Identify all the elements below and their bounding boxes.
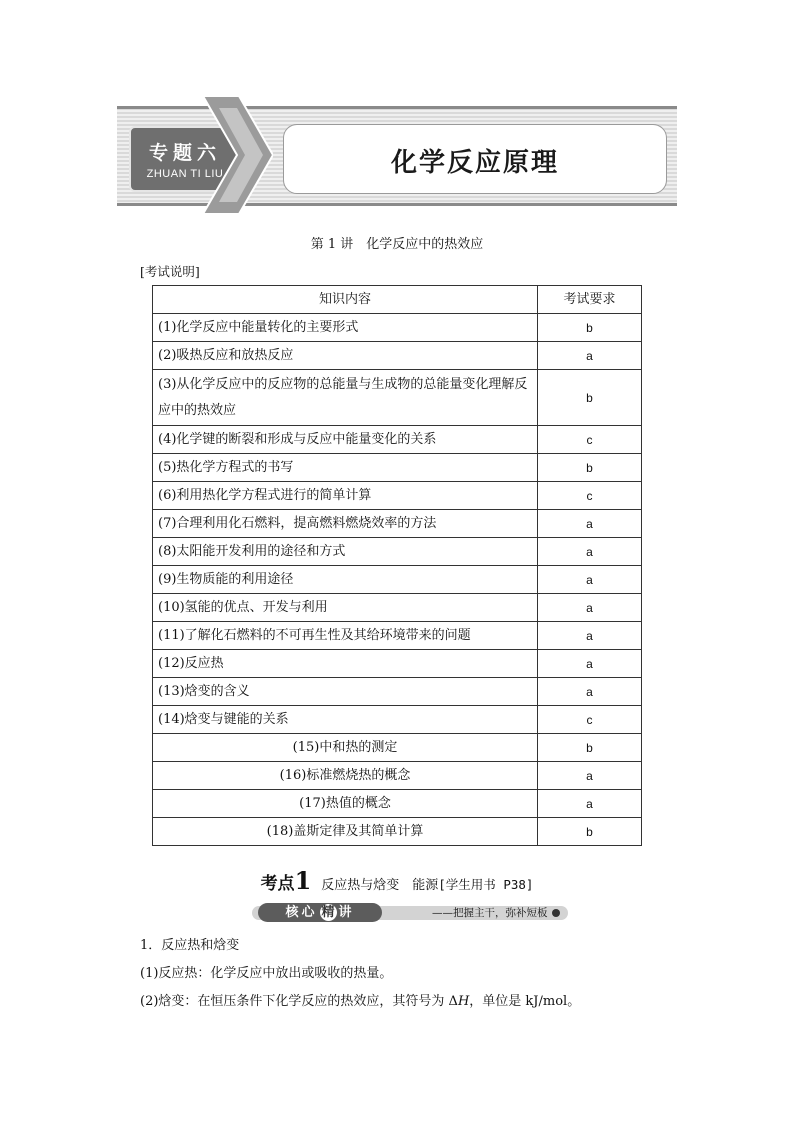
requirement-cell: a bbox=[538, 510, 642, 538]
table-row bbox=[153, 566, 642, 594]
requirement-cell: a bbox=[538, 762, 642, 790]
requirement-cell: a bbox=[538, 538, 642, 566]
content-cell: (3)从化学反应中的反应物的总能量与生成物的总能量变化理解反应中的热效应 bbox=[153, 370, 538, 426]
kaodian-source: [学生用书 P38] bbox=[438, 877, 534, 892]
chapter-badge-label: 专题六 bbox=[148, 142, 221, 164]
content-cell: (1)化学反应中能量转化的主要形式 bbox=[153, 314, 538, 342]
chapter-badge-pinyin: ZHUAN TI LIU bbox=[146, 168, 224, 180]
table-row bbox=[153, 314, 642, 342]
table-row bbox=[153, 426, 642, 454]
exam-requirements-table bbox=[152, 285, 642, 846]
paragraph-enthalpy-change bbox=[140, 990, 580, 1009]
content-cell: (2)吸热反应和放热反应 bbox=[153, 342, 538, 370]
requirement-cell: a bbox=[538, 678, 642, 706]
table-row bbox=[153, 370, 642, 426]
paragraph-reaction-heat: (1)反应热：化学反应中放出或吸收的热量。 bbox=[140, 966, 393, 981]
core-bar-pill bbox=[258, 903, 382, 922]
content-cell: (14)焓变与键能的关系 bbox=[153, 706, 538, 734]
chapter-title-box bbox=[283, 124, 667, 194]
bullet-dot-icon bbox=[552, 909, 560, 917]
table-row bbox=[153, 706, 642, 734]
chapter-title: 化学反应原理 bbox=[390, 148, 559, 178]
header-content: 知识内容 bbox=[153, 286, 538, 314]
table-row bbox=[153, 650, 642, 678]
kaodian-number: 1 bbox=[294, 866, 312, 895]
content-cell: (16)标准燃烧热的概念 bbox=[153, 762, 538, 790]
table-row bbox=[153, 678, 642, 706]
chapter-banner bbox=[117, 96, 677, 214]
content-cell: (18)盖斯定律及其简单计算 bbox=[153, 818, 538, 846]
enthalpy-text-pre: (2)焓变：在恒压条件下化学反应的热效应，其符号为 Δ bbox=[140, 994, 458, 1009]
core-bar-text-a: 核心 bbox=[285, 905, 318, 920]
core-bar-text-c: 讲 bbox=[338, 905, 355, 920]
section-heading: 1．反应热和焓变 bbox=[140, 938, 240, 953]
table-row bbox=[153, 538, 642, 566]
requirement-cell: b bbox=[538, 734, 642, 762]
table-row bbox=[153, 762, 642, 790]
table-row bbox=[153, 454, 642, 482]
table-row bbox=[153, 510, 642, 538]
kaodian-heading bbox=[0, 866, 794, 895]
requirement-cell: a bbox=[538, 622, 642, 650]
table-row bbox=[153, 482, 642, 510]
enthalpy-text-post: ，单位是 kJ/mol。 bbox=[469, 994, 581, 1009]
requirement-cell: c bbox=[538, 706, 642, 734]
table-row bbox=[153, 790, 642, 818]
core-bar-jing-badge: 精 bbox=[321, 905, 335, 920]
core-lecture-bar bbox=[252, 903, 568, 922]
table-header-row bbox=[153, 286, 642, 314]
content-cell: (5)热化学方程式的书写 bbox=[153, 454, 538, 482]
table-row bbox=[153, 594, 642, 622]
content-cell: (12)反应热 bbox=[153, 650, 538, 678]
table-row bbox=[153, 342, 642, 370]
core-bar-tagline: ——把握主干，弥补短板 bbox=[432, 907, 548, 919]
requirement-cell: a bbox=[538, 566, 642, 594]
content-cell: (15)中和热的测定 bbox=[153, 734, 538, 762]
exam-notes-label: [考试说明] bbox=[140, 264, 200, 279]
requirement-cell: a bbox=[538, 790, 642, 818]
content-cell: (7)合理利用化石燃料，提高燃料燃烧效率的方法 bbox=[153, 510, 538, 538]
requirement-cell: a bbox=[538, 594, 642, 622]
enthalpy-symbol: H bbox=[457, 994, 470, 1009]
content-cell: (11)了解化石燃料的不可再生性及其给环境带来的问题 bbox=[153, 622, 538, 650]
content-cell: (6)利用热化学方程式进行的简单计算 bbox=[153, 482, 538, 510]
table-row bbox=[153, 734, 642, 762]
requirement-cell: b bbox=[538, 454, 642, 482]
content-cell: (13)焓变的含义 bbox=[153, 678, 538, 706]
table-row bbox=[153, 622, 642, 650]
header-requirement: 考试要求 bbox=[538, 286, 642, 314]
requirement-cell: a bbox=[538, 650, 642, 678]
chevron-arrow-icon bbox=[193, 96, 273, 214]
table-row bbox=[153, 818, 642, 846]
content-cell: (10)氢能的优点、开发与利用 bbox=[153, 594, 538, 622]
content-cell: (4)化学键的断裂和形成与反应中能量变化的关系 bbox=[153, 426, 538, 454]
requirement-cell: c bbox=[538, 426, 642, 454]
content-cell: (17)热值的概念 bbox=[153, 790, 538, 818]
requirement-cell: b bbox=[538, 370, 642, 426]
kaodian-title: 反应热与焓变 能源 bbox=[321, 878, 439, 893]
requirement-cell: b bbox=[538, 818, 642, 846]
lecture-title: 第 1 讲 化学反应中的热效应 bbox=[310, 237, 484, 252]
kaodian-label: 考点 bbox=[260, 874, 295, 894]
content-cell: (8)太阳能开发利用的途径和方式 bbox=[153, 538, 538, 566]
requirement-cell: a bbox=[538, 342, 642, 370]
content-cell: (9)生物质能的利用途径 bbox=[153, 566, 538, 594]
requirement-cell: c bbox=[538, 482, 642, 510]
requirement-cell: b bbox=[538, 314, 642, 342]
